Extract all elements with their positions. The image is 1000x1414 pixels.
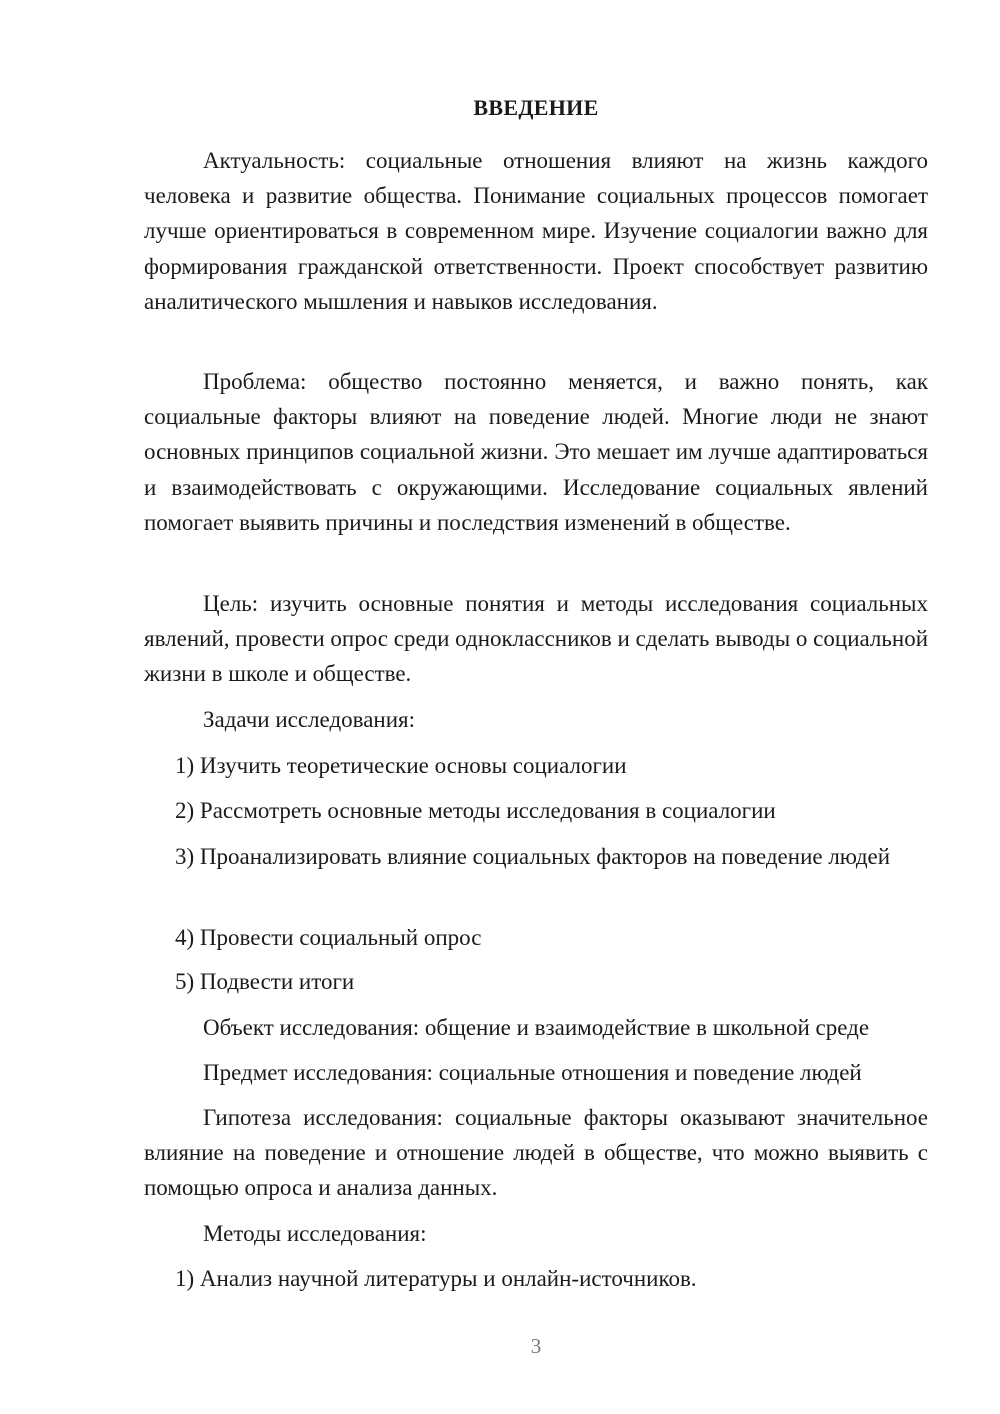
task-item: 4) Провести социальный опрос	[175, 925, 482, 950]
page-number: 3	[530, 1334, 542, 1358]
tasks-heading: Задачи исследования:	[203, 707, 416, 732]
subject-paragraph: Предмет исследования: социальные отношения и поведение людей	[203, 1060, 862, 1085]
section-title: ВВЕДЕНИЕ	[473, 95, 599, 120]
task-item: 1) Изучить теоретические основы социалогии	[175, 753, 627, 778]
relevance-paragraph: Актуальность: социальные отношения влияют на жизнь каждого человека и развитие общества. Понимание социальных процессов помогает лучше ориентироваться в современном мире. Изучение социалогии важно для формирования гражданской ответственности. Проект способствует развитию аналитического мышления и навыков исследования.	[144, 148, 928, 314]
methods-heading: Методы исследования:	[203, 1221, 427, 1246]
task-item: 2) Рассмотреть основные методы исследования в социалогии	[175, 798, 776, 823]
problem-paragraph: Проблема: общество постоянно меняется, и важно понять, как социальные факторы влияют на поведение людей. Многие люди не знают основных принципов социальной жизни. Это мешает им лучше адаптироваться и взаимодействовать с окружающими. Исследование социальных явлений помогает выявить причины и последствия изменений в обществе.	[144, 369, 928, 535]
goal-paragraph: Цель: изучить основные понятия и методы исследования социальных явлений, провести опрос среди одноклассников и сделать выводы о социальной жизни в школе и обществе.	[144, 591, 928, 687]
method-item: 1) Анализ научной литературы и онлайн-источников.	[175, 1266, 697, 1291]
object-paragraph: Объект исследования: общение и взаимодействие в школьной среде	[203, 1015, 870, 1040]
task-item: 3) Проанализировать влияние социальных факторов на поведение людей	[175, 844, 891, 869]
hypothesis-paragraph: Гипотеза исследования: социальные факторы оказывают значительное влияние на поведение и отношение людей в обществе, что можно выявить с помощью опроса и анализа данных.	[144, 1105, 928, 1201]
task-item: 5) Подвести итоги	[175, 969, 355, 994]
